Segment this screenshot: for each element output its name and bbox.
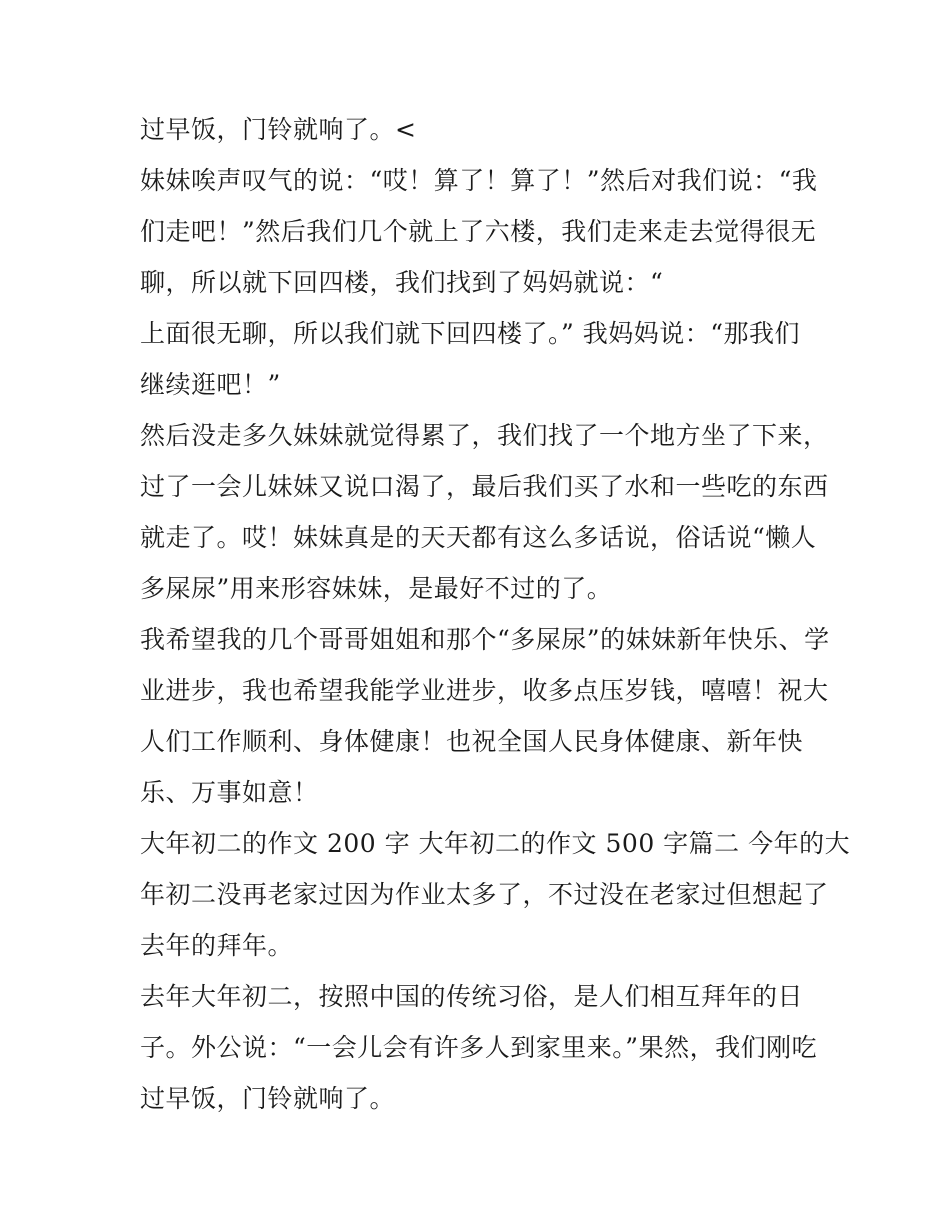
text-line: 子。外公说：“一会儿会有许多人到家里来。”果然，我们刚吃	[140, 1033, 818, 1062]
text-line: 多屎尿”用来形容妹妹，是最好不过的了。	[140, 574, 613, 603]
text-line: 大年初二的作文 200 字 大年初二的作文 500 字篇二 今年的大	[140, 829, 851, 858]
text-line: 人们工作顺利、身体健康！也祝全国人民身体健康、新年快	[140, 727, 804, 756]
text-line: 去年大年初二，按照中国的传统习俗，是人们相互拜年的日	[140, 982, 804, 1011]
text-line: 年初二没再老家过因为作业太多了，不过没在老家过但想起了	[140, 880, 829, 909]
text-line: 去年的拜年。	[140, 931, 294, 960]
text-line: 上面很无聊，所以我们就下回四楼了。” 我妈妈说：“那我们	[140, 319, 801, 348]
text-line: 们走吧！”然后我们几个就上了六楼，我们走来走去觉得很无	[140, 217, 817, 246]
text-line: 聊，所以就下回四楼，我们找到了妈妈就说：“	[140, 268, 664, 297]
text-line: 过了一会儿妹妹又说口渴了，最后我们买了水和一些吃的东西	[140, 472, 829, 501]
text-line: 继续逛吧！”	[140, 370, 281, 399]
text-line: 过早饭，门铃就响了。	[140, 1084, 396, 1113]
text-line: 我希望我的几个哥哥姐姐和那个“多屎尿”的妹妹新年快乐、学	[140, 625, 830, 654]
text-line: 妹妹唉声叹气的说：“哎！算了！算了！”然后对我们说：“我	[140, 166, 818, 195]
text-line: 然后没走多久妹妹就觉得累了，我们找了一个地方坐了下来，	[140, 421, 829, 450]
document-body	[140, 104, 851, 1124]
text-line: 就走了。哎！妹妹真是的天天都有这么多话说，俗话说“懒人	[140, 523, 817, 552]
text-line: 业进步，我也希望我能学业进步，收多点压岁钱，嘻嘻！祝大	[140, 676, 829, 705]
text-line: 过早饭，门铃就响了。<	[140, 115, 417, 144]
text-line: 乐、万事如意！	[140, 778, 319, 807]
